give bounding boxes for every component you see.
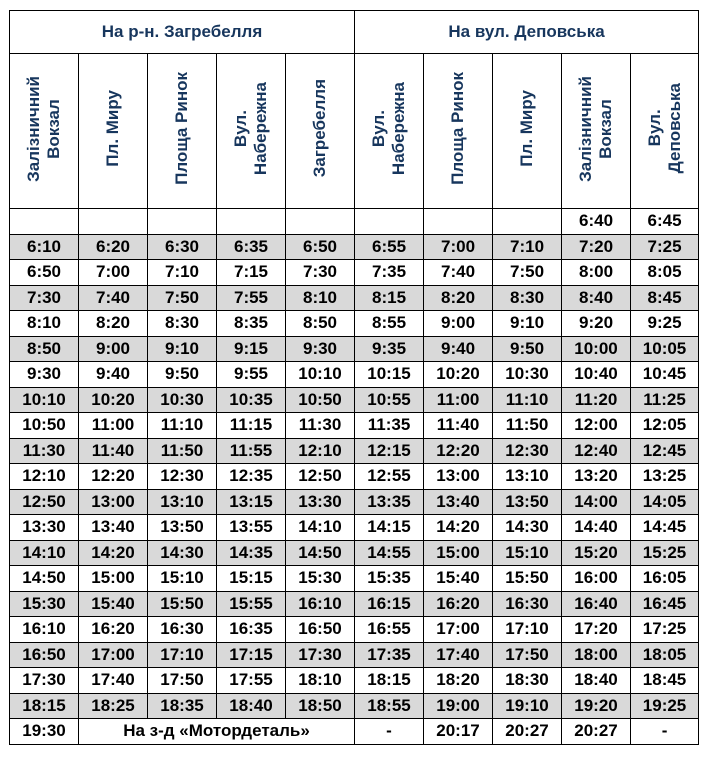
departure-time: 7:00 xyxy=(424,234,493,260)
stop-header xyxy=(10,54,79,209)
departure-time: 19:30 xyxy=(10,719,79,745)
stop-name: Залізничний Вокзал xyxy=(576,75,616,182)
table-row xyxy=(10,489,699,515)
departure-time: 13:15 xyxy=(217,489,286,515)
departure-time: 12:50 xyxy=(10,489,79,515)
departure-time: 18:20 xyxy=(424,668,493,694)
departure-time: 13:50 xyxy=(148,515,217,541)
departure-time: 16:45 xyxy=(631,591,699,617)
table-row xyxy=(10,362,699,388)
departure-time: 14:40 xyxy=(562,515,631,541)
departure-time: 8:40 xyxy=(562,285,631,311)
departure-time: 18:55 xyxy=(355,693,424,719)
departure-time: 17:35 xyxy=(355,642,424,668)
departure-time: 11:30 xyxy=(10,438,79,464)
departure-time: 13:30 xyxy=(286,489,355,515)
departure-time: 13:40 xyxy=(79,515,148,541)
departure-time: 17:55 xyxy=(217,668,286,694)
table-row xyxy=(10,515,699,541)
stop-header-row xyxy=(10,54,699,209)
departure-time: 15:10 xyxy=(148,566,217,592)
departure-time: 15:55 xyxy=(217,591,286,617)
table-row xyxy=(10,464,699,490)
departure-time: 16:05 xyxy=(631,566,699,592)
departure-time: 7:20 xyxy=(562,234,631,260)
departure-time: 8:55 xyxy=(355,311,424,337)
departure-time: 11:25 xyxy=(631,387,699,413)
departure-time: 19:10 xyxy=(493,693,562,719)
departure-time: 8:15 xyxy=(355,285,424,311)
departure-time: 18:05 xyxy=(631,642,699,668)
departure-time: 17:30 xyxy=(10,668,79,694)
departure-time: 7:40 xyxy=(79,285,148,311)
departure-time: 12:05 xyxy=(631,413,699,439)
departure-time: 17:40 xyxy=(424,642,493,668)
table-row xyxy=(10,642,699,668)
departure-time: 6:40 xyxy=(562,209,631,235)
departure-time xyxy=(10,209,79,235)
departure-time: 16:35 xyxy=(217,617,286,643)
departure-time: 14:50 xyxy=(286,540,355,566)
departure-time: 9:30 xyxy=(10,362,79,388)
departure-time: 20:27 xyxy=(562,719,631,745)
departure-time: 16:00 xyxy=(562,566,631,592)
departure-time: 10:00 xyxy=(562,336,631,362)
departure-time: 15:35 xyxy=(355,566,424,592)
departure-time: 16:15 xyxy=(355,591,424,617)
departure-time: 16:55 xyxy=(355,617,424,643)
departure-time: 6:50 xyxy=(10,260,79,286)
departure-time: 16:30 xyxy=(493,591,562,617)
departure-time: 11:10 xyxy=(148,413,217,439)
departure-time: 17:20 xyxy=(562,617,631,643)
departure-time: 15:00 xyxy=(424,540,493,566)
departure-time: 16:30 xyxy=(148,617,217,643)
departure-time: 15:25 xyxy=(631,540,699,566)
stop-name: Вул. Набережна xyxy=(231,81,270,176)
departure-time: 6:45 xyxy=(631,209,699,235)
departure-time: 11:55 xyxy=(217,438,286,464)
departure-time: 14:00 xyxy=(562,489,631,515)
departure-time: 12:55 xyxy=(355,464,424,490)
departure-time: 18:15 xyxy=(10,693,79,719)
departure-time: 17:25 xyxy=(631,617,699,643)
departure-time: 18:50 xyxy=(286,693,355,719)
departure-time: 19:00 xyxy=(424,693,493,719)
departure-time: 8:10 xyxy=(10,311,79,337)
stop-name: Пл. Миру xyxy=(517,90,537,167)
departure-time: 12:15 xyxy=(355,438,424,464)
departure-time xyxy=(424,209,493,235)
departure-time: 16:10 xyxy=(10,617,79,643)
departure-time: 16:10 xyxy=(286,591,355,617)
departure-time: 12:10 xyxy=(286,438,355,464)
departure-time: 10:10 xyxy=(286,362,355,388)
departure-time: 15:50 xyxy=(493,566,562,592)
departure-time: 10:55 xyxy=(355,387,424,413)
departure-time: 6:10 xyxy=(10,234,79,260)
departure-time: 17:30 xyxy=(286,642,355,668)
departure-time: 10:20 xyxy=(424,362,493,388)
route-note: На з-д «Мотордеталь» xyxy=(79,719,355,745)
departure-time: 11:50 xyxy=(148,438,217,464)
departure-time: 17:10 xyxy=(493,617,562,643)
departure-time: 9:50 xyxy=(493,336,562,362)
departure-time: 11:50 xyxy=(493,413,562,439)
departure-time xyxy=(148,209,217,235)
departure-time: 6:55 xyxy=(355,234,424,260)
departure-time: 9:15 xyxy=(217,336,286,362)
departure-time: 16:20 xyxy=(79,617,148,643)
departure-time: 13:40 xyxy=(424,489,493,515)
stop-header xyxy=(562,54,631,209)
departure-time: 17:00 xyxy=(424,617,493,643)
departure-time: 14:55 xyxy=(355,540,424,566)
departure-time: 14:50 xyxy=(10,566,79,592)
departure-time: 10:50 xyxy=(10,413,79,439)
departure-time xyxy=(355,209,424,235)
departure-time: 20:27 xyxy=(493,719,562,745)
departure-time: 10:45 xyxy=(631,362,699,388)
departure-time: 8:30 xyxy=(148,311,217,337)
departure-time: 7:15 xyxy=(217,260,286,286)
departure-time: 13:00 xyxy=(79,489,148,515)
stop-header xyxy=(631,54,699,209)
departure-time: 7:50 xyxy=(148,285,217,311)
departure-time: 12:30 xyxy=(493,438,562,464)
stop-header xyxy=(286,54,355,209)
timetable-body xyxy=(10,209,699,745)
departure-time: 15:00 xyxy=(79,566,148,592)
departure-time: 11:30 xyxy=(286,413,355,439)
departure-time: 14:05 xyxy=(631,489,699,515)
stop-header xyxy=(355,54,424,209)
stop-name: Вул. Набережна xyxy=(369,81,409,176)
departure-time: 14:45 xyxy=(631,515,699,541)
departure-time: 11:00 xyxy=(424,387,493,413)
departure-time: 18:15 xyxy=(355,668,424,694)
departure-time: 7:25 xyxy=(631,234,699,260)
departure-time: 15:50 xyxy=(148,591,217,617)
departure-time: 11:20 xyxy=(562,387,631,413)
table-row xyxy=(10,540,699,566)
departure-time xyxy=(493,209,562,235)
departure-time: 9:40 xyxy=(79,362,148,388)
table-row xyxy=(10,566,699,592)
departure-time: 9:50 xyxy=(148,362,217,388)
stop-name: Вул. Деповська xyxy=(644,83,684,174)
departure-time: 8:20 xyxy=(424,285,493,311)
departure-time: 7:00 xyxy=(79,260,148,286)
departure-time: 7:10 xyxy=(493,234,562,260)
departure-time: 11:10 xyxy=(493,387,562,413)
table-row xyxy=(10,234,699,260)
departure-time: 12:50 xyxy=(286,464,355,490)
departure-time: 7:10 xyxy=(148,260,217,286)
departure-time: 10:15 xyxy=(355,362,424,388)
departure-time: 13:50 xyxy=(493,489,562,515)
departure-time: 9:00 xyxy=(424,311,493,337)
departure-time: 7:55 xyxy=(217,285,286,311)
departure-time: 18:10 xyxy=(286,668,355,694)
departure-time: 11:00 xyxy=(79,413,148,439)
departure-time: 12:20 xyxy=(424,438,493,464)
last-row xyxy=(10,719,699,745)
departure-time: 9:30 xyxy=(286,336,355,362)
departure-time: 10:05 xyxy=(631,336,699,362)
departure-time: 16:50 xyxy=(286,617,355,643)
departure-time: 11:35 xyxy=(355,413,424,439)
stop-header xyxy=(493,54,562,209)
stop-name: Пл. Миру xyxy=(103,90,122,167)
departure-time: 13:10 xyxy=(148,489,217,515)
departure-time xyxy=(286,209,355,235)
departure-time: 9:00 xyxy=(79,336,148,362)
departure-time: 20:17 xyxy=(424,719,493,745)
departure-time: 14:35 xyxy=(217,540,286,566)
departure-time: 14:30 xyxy=(493,515,562,541)
departure-time: 14:20 xyxy=(79,540,148,566)
direction-zahrebellia: На р-н. Загребелля xyxy=(10,11,355,54)
direction-depovska: На вул. Деповська xyxy=(355,11,699,54)
stop-header xyxy=(148,54,217,209)
stop-header xyxy=(424,54,493,209)
departure-time: 14:20 xyxy=(424,515,493,541)
departure-time: 9:35 xyxy=(355,336,424,362)
stop-name: Загребелля xyxy=(310,79,329,178)
stop-name: Площа Ринок xyxy=(448,72,468,185)
table-row xyxy=(10,260,699,286)
departure-time: 14:10 xyxy=(286,515,355,541)
departure-time: 17:00 xyxy=(79,642,148,668)
departure-time: 13:30 xyxy=(10,515,79,541)
departure-time: 7:50 xyxy=(493,260,562,286)
table-row xyxy=(10,285,699,311)
departure-time: 18:00 xyxy=(562,642,631,668)
departure-time: 15:40 xyxy=(424,566,493,592)
departure-time: 18:25 xyxy=(79,693,148,719)
departure-time: 9:10 xyxy=(148,336,217,362)
departure-time: 15:10 xyxy=(493,540,562,566)
departure-time: 9:10 xyxy=(493,311,562,337)
table-row xyxy=(10,311,699,337)
departure-time: 12:40 xyxy=(562,438,631,464)
departure-time: 6:35 xyxy=(217,234,286,260)
departure-time: 9:40 xyxy=(424,336,493,362)
departure-time: 17:40 xyxy=(79,668,148,694)
departure-time: 11:40 xyxy=(424,413,493,439)
departure-time: 8:35 xyxy=(217,311,286,337)
departure-time: 14:15 xyxy=(355,515,424,541)
table-row xyxy=(10,387,699,413)
departure-time: 19:25 xyxy=(631,693,699,719)
table-row xyxy=(10,336,699,362)
departure-time: 8:30 xyxy=(493,285,562,311)
departure-time: 7:30 xyxy=(10,285,79,311)
table-row xyxy=(10,413,699,439)
departure-time: 13:35 xyxy=(355,489,424,515)
departure-time: 8:50 xyxy=(286,311,355,337)
stop-header xyxy=(217,54,286,209)
table-row xyxy=(10,693,699,719)
departure-time: 12:45 xyxy=(631,438,699,464)
stop-name: Залізничний Вокзал xyxy=(24,75,63,182)
departure-time: 18:40 xyxy=(217,693,286,719)
departure-time: 9:25 xyxy=(631,311,699,337)
table-row xyxy=(10,591,699,617)
departure-time: 14:30 xyxy=(148,540,217,566)
departure-time: - xyxy=(631,719,699,745)
bus-timetable xyxy=(9,10,699,745)
departure-time: 16:40 xyxy=(562,591,631,617)
departure-time: 8:05 xyxy=(631,260,699,286)
departure-time: 16:50 xyxy=(10,642,79,668)
departure-time: 16:20 xyxy=(424,591,493,617)
departure-time: 7:30 xyxy=(286,260,355,286)
table-row xyxy=(10,209,699,235)
departure-time: 15:30 xyxy=(10,591,79,617)
departure-time: 14:10 xyxy=(10,540,79,566)
departure-time: 19:20 xyxy=(562,693,631,719)
departure-time: 17:15 xyxy=(217,642,286,668)
departure-time: 10:35 xyxy=(217,387,286,413)
departure-time: 13:00 xyxy=(424,464,493,490)
departure-time xyxy=(79,209,148,235)
departure-time: 8:50 xyxy=(10,336,79,362)
departure-time: 18:30 xyxy=(493,668,562,694)
departure-time: 13:25 xyxy=(631,464,699,490)
departure-time: 9:55 xyxy=(217,362,286,388)
departure-time: 9:20 xyxy=(562,311,631,337)
departure-time: 7:35 xyxy=(355,260,424,286)
departure-time: 15:20 xyxy=(562,540,631,566)
departure-time xyxy=(217,209,286,235)
departure-time: 12:35 xyxy=(217,464,286,490)
departure-time: 12:30 xyxy=(148,464,217,490)
direction-header-row xyxy=(10,11,699,54)
departure-time: - xyxy=(355,719,424,745)
departure-time: 17:50 xyxy=(148,668,217,694)
departure-time: 10:10 xyxy=(10,387,79,413)
table-row xyxy=(10,617,699,643)
departure-time: 8:00 xyxy=(562,260,631,286)
departure-time: 12:00 xyxy=(562,413,631,439)
departure-time: 10:40 xyxy=(562,362,631,388)
departure-time: 13:55 xyxy=(217,515,286,541)
departure-time: 12:20 xyxy=(79,464,148,490)
departure-time: 6:50 xyxy=(286,234,355,260)
departure-time: 7:40 xyxy=(424,260,493,286)
departure-time: 13:20 xyxy=(562,464,631,490)
departure-time: 10:30 xyxy=(148,387,217,413)
departure-time: 6:30 xyxy=(148,234,217,260)
departure-time: 13:10 xyxy=(493,464,562,490)
departure-time: 17:50 xyxy=(493,642,562,668)
departure-time: 17:10 xyxy=(148,642,217,668)
departure-time: 10:50 xyxy=(286,387,355,413)
departure-time: 6:20 xyxy=(79,234,148,260)
departure-time: 8:45 xyxy=(631,285,699,311)
departure-time: 8:10 xyxy=(286,285,355,311)
departure-time: 18:35 xyxy=(148,693,217,719)
departure-time: 10:30 xyxy=(493,362,562,388)
departure-time: 8:20 xyxy=(79,311,148,337)
departure-time: 15:30 xyxy=(286,566,355,592)
table-row xyxy=(10,438,699,464)
departure-time: 15:15 xyxy=(217,566,286,592)
departure-time: 18:40 xyxy=(562,668,631,694)
stop-header xyxy=(79,54,148,209)
departure-time: 11:40 xyxy=(79,438,148,464)
table-row xyxy=(10,668,699,694)
departure-time: 12:10 xyxy=(10,464,79,490)
departure-time: 15:40 xyxy=(79,591,148,617)
departure-time: 11:15 xyxy=(217,413,286,439)
departure-time: 18:45 xyxy=(631,668,699,694)
departure-time: 10:20 xyxy=(79,387,148,413)
stop-name: Площа Ринок xyxy=(172,72,191,185)
